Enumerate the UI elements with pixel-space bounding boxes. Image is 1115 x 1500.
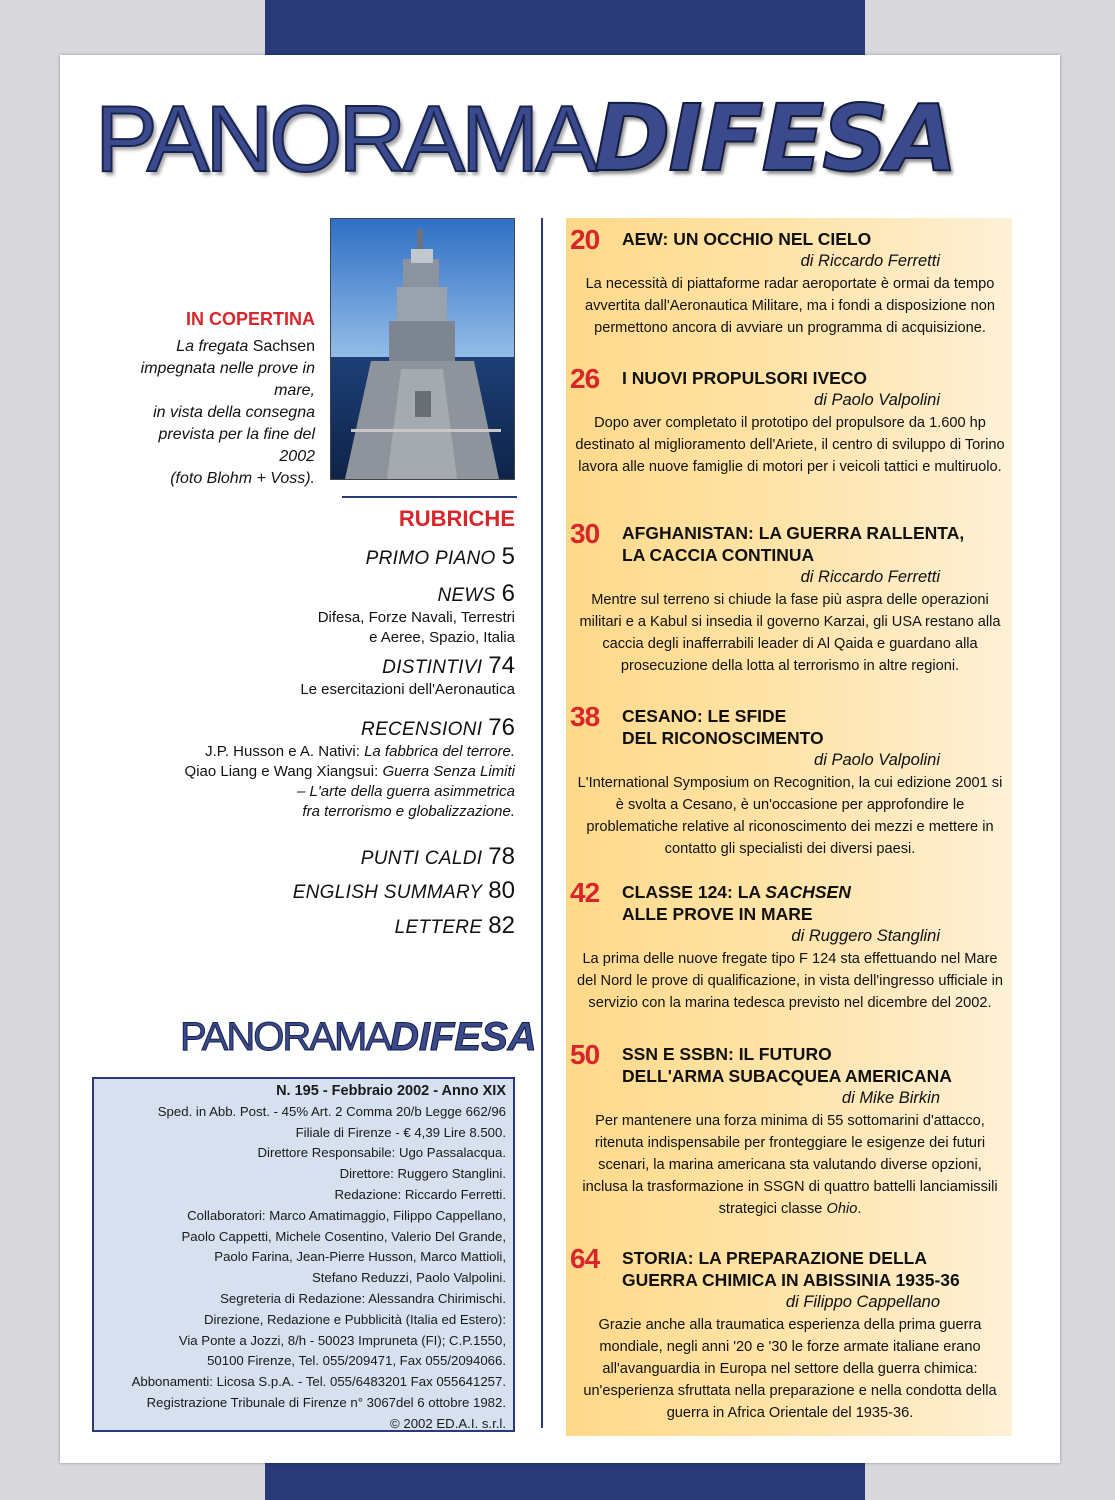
article-summary: La necessità di piattaforme radar aeroportate è ormai da tempo avvertita dall'Aeronautica Militare, ma i fondi a disposizione non permettono ancora di avviare un programma di acquisizione. bbox=[584, 276, 995, 336]
masthead-panorama: PANORAMA bbox=[95, 86, 594, 191]
article-page: 30 bbox=[570, 518, 600, 549]
article-author: di Filippo Cappellano bbox=[785, 1293, 940, 1311]
recensioni-book: Guerra Senza Limiti bbox=[382, 763, 515, 780]
article-page: 26 bbox=[570, 363, 600, 394]
imprint-line: Direttore: Ruggero Stanglini. bbox=[339, 1166, 506, 1182]
rubrica-page: 76 bbox=[488, 714, 515, 741]
rubrica-primo-piano[interactable] bbox=[366, 543, 515, 571]
article-64[interactable] bbox=[566, 1243, 1012, 1424]
article-author: di Ruggero Stanglini bbox=[791, 927, 940, 945]
rubrica-name: PRIMO PIANO bbox=[365, 548, 496, 569]
article-summary-end: . bbox=[857, 1201, 862, 1217]
cover-caption-line: (foto Blohm + Voss). bbox=[170, 470, 315, 487]
article-title: SSN E SSBN: IL FUTURO bbox=[622, 1044, 832, 1064]
rubrica-name: LETTERE bbox=[394, 917, 483, 938]
article-title: GUERRA CHIMICA IN ABISSINIA 1935-36 bbox=[622, 1270, 960, 1290]
rubrica-name: ENGLISH SUMMARY bbox=[292, 882, 483, 903]
recensioni-line: fra terrorismo e globalizzazione. bbox=[302, 803, 515, 820]
article-title: CLASSE 124: LA bbox=[622, 882, 766, 902]
imprint-line: Filiale di Firenze - € 4,39 Lire 8.500. bbox=[295, 1124, 506, 1140]
rubrica-recensioni[interactable] bbox=[185, 714, 515, 822]
article-title: DELL'ARMA SUBACQUEA AMERICANA bbox=[622, 1066, 952, 1086]
rubrica-desc: Le esercitazioni dell'Aeronautica bbox=[300, 681, 515, 698]
article-title: LA CACCIA CONTINUA bbox=[622, 545, 815, 565]
imprint-line: Direzione, Redazione e Pubblicità (Italia ed Estero): bbox=[203, 1311, 506, 1327]
rubrica-name: RECENSIONI bbox=[361, 719, 483, 740]
imprint-line: Direttore Responsabile: Ugo Passalacqua. bbox=[257, 1145, 506, 1161]
article-summary: Per mantenere una forza minima di 55 sottomarini d'attacco, ritenuta indispensabile per fronteggiare le esigenze dei futuri scenari, la marina americana sta valutando diverse opzioni, inclusa la trasformazione in SSGN di quattro battelli lanciamissili strategici classe bbox=[582, 1113, 998, 1217]
rubriche-heading: RUBRICHE bbox=[398, 506, 515, 531]
cover-caption-line: prevista per la fine del 2002 bbox=[158, 426, 315, 465]
imprint-line: Paolo Farina, Jean-Pierre Husson, Marco Mattioli, bbox=[214, 1249, 506, 1265]
article-title: DEL RICONOSCIMENTO bbox=[622, 728, 824, 748]
article-page: 50 bbox=[570, 1039, 600, 1070]
rubrica-distintivi[interactable] bbox=[300, 652, 515, 700]
small-masthead-difesa: DIFESA bbox=[389, 1015, 537, 1059]
article-title: AEW: UN OCCHIO NEL CIELO bbox=[622, 229, 872, 249]
article-50[interactable] bbox=[566, 1039, 1012, 1220]
issue-number: N. 195 - Febbraio 2002 - Anno XIX bbox=[276, 1083, 506, 1099]
column-divider bbox=[541, 218, 543, 1428]
rubrica-desc: Difesa, Forze Navali, Terrestri bbox=[317, 609, 515, 626]
rubrica-english-summary[interactable] bbox=[293, 877, 515, 905]
rubrica-page: 6 bbox=[501, 580, 515, 607]
article-title: STORIA: LA PREPARAZIONE DELLA bbox=[622, 1248, 927, 1268]
rubrica-page: 82 bbox=[488, 912, 515, 939]
imprint-line: Registrazione Tribunale di Firenze n° 3067del 6 ottobre 1982. bbox=[146, 1394, 506, 1410]
cover-photo-frigate bbox=[330, 218, 515, 480]
rubrica-page: 78 bbox=[488, 843, 515, 870]
imprint-line: Collaboratori: Marco Amatimaggio, Filippo Cappellano, bbox=[187, 1207, 506, 1223]
recensioni-line: – L'arte della guerra asimmetrica bbox=[297, 783, 515, 800]
article-20[interactable] bbox=[566, 224, 1012, 339]
article-summary: La prima delle nuove fregate tipo F 124 sta effettuando nel Mare del Nord le prove di qualificazione, in vista dell'ingresso ufficiale in servizio con la marina tedesca previsto nel dicembre del 2002. bbox=[577, 951, 1003, 1011]
masthead-difesa: DIFESA bbox=[594, 85, 956, 192]
article-summary: Mentre sul terreno si chiude la fase più aspra delle operazioni militari e a Kabul si insedia il governo Karzai, gli USA restano alla caccia degli inafferrabili leader di Al Qaida e guardano alla prosecuzione della lotta al terrorismo in altre regioni. bbox=[579, 592, 1001, 674]
article-38[interactable] bbox=[566, 701, 1012, 860]
article-title: ALLE PROVE IN MARE bbox=[622, 904, 813, 924]
imprint-line: Stefano Reduzzi, Paolo Valpolini. bbox=[311, 1270, 506, 1286]
cover-caption-line: in vista della consegna bbox=[153, 404, 315, 421]
imprint-line: Paolo Cappetti, Michele Cosentino, Valerio Del Grande, bbox=[181, 1228, 506, 1244]
cover-caption-ship: Sachsen bbox=[252, 338, 315, 355]
article-page: 42 bbox=[570, 877, 600, 908]
article-summary: Grazie anche alla traumatica esperienza della prima guerra mondiale, negli anni '20 e '30 le forze armate italiane erano all'avanguardia in Europa nel settore della guerra chimica: un'esperienza sfruttata nella preparazione e nella condotta della guerra in Africa Orientale del 1935-36. bbox=[583, 1317, 997, 1421]
imprint-line: Redazione: Riccardo Ferretti. bbox=[334, 1186, 506, 1202]
cover-caption-line: La fregata bbox=[176, 338, 253, 355]
article-summary: L'International Symposium on Recognition, la cui edizione 2001 si è svolta a Cesano, è un'occasione per approfondire le problematiche relative al riconoscimento dei mezzi e mettere in contatto gli specialisti dei diversi paesi. bbox=[577, 775, 1003, 857]
article-author: di Paolo Valpolini bbox=[814, 391, 940, 409]
article-title: CESANO: LE SFIDE bbox=[622, 706, 787, 726]
article-author: di Riccardo Ferretti bbox=[800, 568, 940, 586]
article-summary: Dopo aver completato il prototipo del propulsore da 1.600 hp destinato al miglioramento dell'Ariete, il centro di sviluppo di Torino lavora alle nuove famiglie di motori per i veicoli tattici e multiruolo. bbox=[575, 415, 1005, 475]
article-author: di Paolo Valpolini bbox=[814, 751, 940, 769]
imprint-line: Via Ponte a Jozzi, 8/h - 50023 Impruneta (FI); C.P.1550, bbox=[178, 1332, 506, 1348]
article-title: AFGHANISTAN: LA GUERRA RALLENTA, bbox=[622, 523, 965, 543]
rubriche-rule bbox=[342, 496, 517, 498]
rubrica-page: 74 bbox=[488, 652, 515, 679]
cover-caption bbox=[120, 308, 315, 490]
article-title-ship: SACHSEN bbox=[765, 882, 851, 902]
imprint-box bbox=[92, 1077, 515, 1432]
article-summary-class: Ohio bbox=[826, 1201, 858, 1217]
rubrica-name: DISTINTIVI bbox=[382, 657, 483, 678]
small-masthead-panorama: PANORAMA bbox=[180, 1015, 390, 1059]
article-26[interactable] bbox=[566, 363, 1012, 478]
imprint-line: © 2002 ED.A.I. s.r.l. bbox=[390, 1415, 506, 1431]
article-page: 64 bbox=[570, 1243, 600, 1274]
rubrica-punti-caldi[interactable] bbox=[361, 843, 515, 871]
rubrica-lettere[interactable] bbox=[395, 912, 515, 940]
article-author: di Mike Birkin bbox=[841, 1089, 940, 1107]
imprint-line: 50100 Firenze, Tel. 055/209471, Fax 055/2094066. bbox=[207, 1353, 506, 1369]
small-masthead-logo bbox=[180, 1015, 537, 1060]
rubrica-page: 5 bbox=[501, 543, 515, 570]
rubrica-news[interactable] bbox=[318, 580, 515, 648]
article-title: I NUOVI PROPULSORI IVECO bbox=[622, 368, 868, 388]
article-30[interactable] bbox=[566, 518, 1012, 677]
article-page: 38 bbox=[570, 701, 600, 732]
rubrica-page: 80 bbox=[488, 877, 515, 904]
article-42[interactable] bbox=[566, 877, 1012, 1014]
recensioni-line: Qiao Liang e Wang Xiangsui: bbox=[184, 763, 383, 780]
article-author: di Riccardo Ferretti bbox=[800, 252, 940, 270]
cover-caption-heading: IN COPERTINA bbox=[185, 309, 315, 329]
recensioni-line: J.P. Husson e A. Nativi: bbox=[205, 743, 365, 760]
rubrica-name: NEWS bbox=[437, 585, 496, 606]
rubrica-desc: e Aeree, Spazio, Italia bbox=[369, 629, 515, 646]
rubrica-name: PUNTI CALDI bbox=[360, 848, 483, 869]
imprint-line: Sped. in Abb. Post. - 45% Art. 2 Comma 20/b Legge 662/96 bbox=[157, 1103, 506, 1119]
cover-caption-line: impegnata nelle prove in mare, bbox=[140, 360, 315, 399]
imprint-line: Segreteria di Redazione: Alessandra Chirimischi. bbox=[220, 1290, 506, 1306]
imprint-line: Abbonamenti: Licosa S.p.A. - Tel. 055/6483201 Fax 055641257. bbox=[131, 1374, 506, 1390]
article-page: 20 bbox=[570, 224, 600, 255]
masthead-logo bbox=[95, 85, 1015, 195]
recensioni-book: La fabbrica del terrore. bbox=[364, 743, 515, 760]
